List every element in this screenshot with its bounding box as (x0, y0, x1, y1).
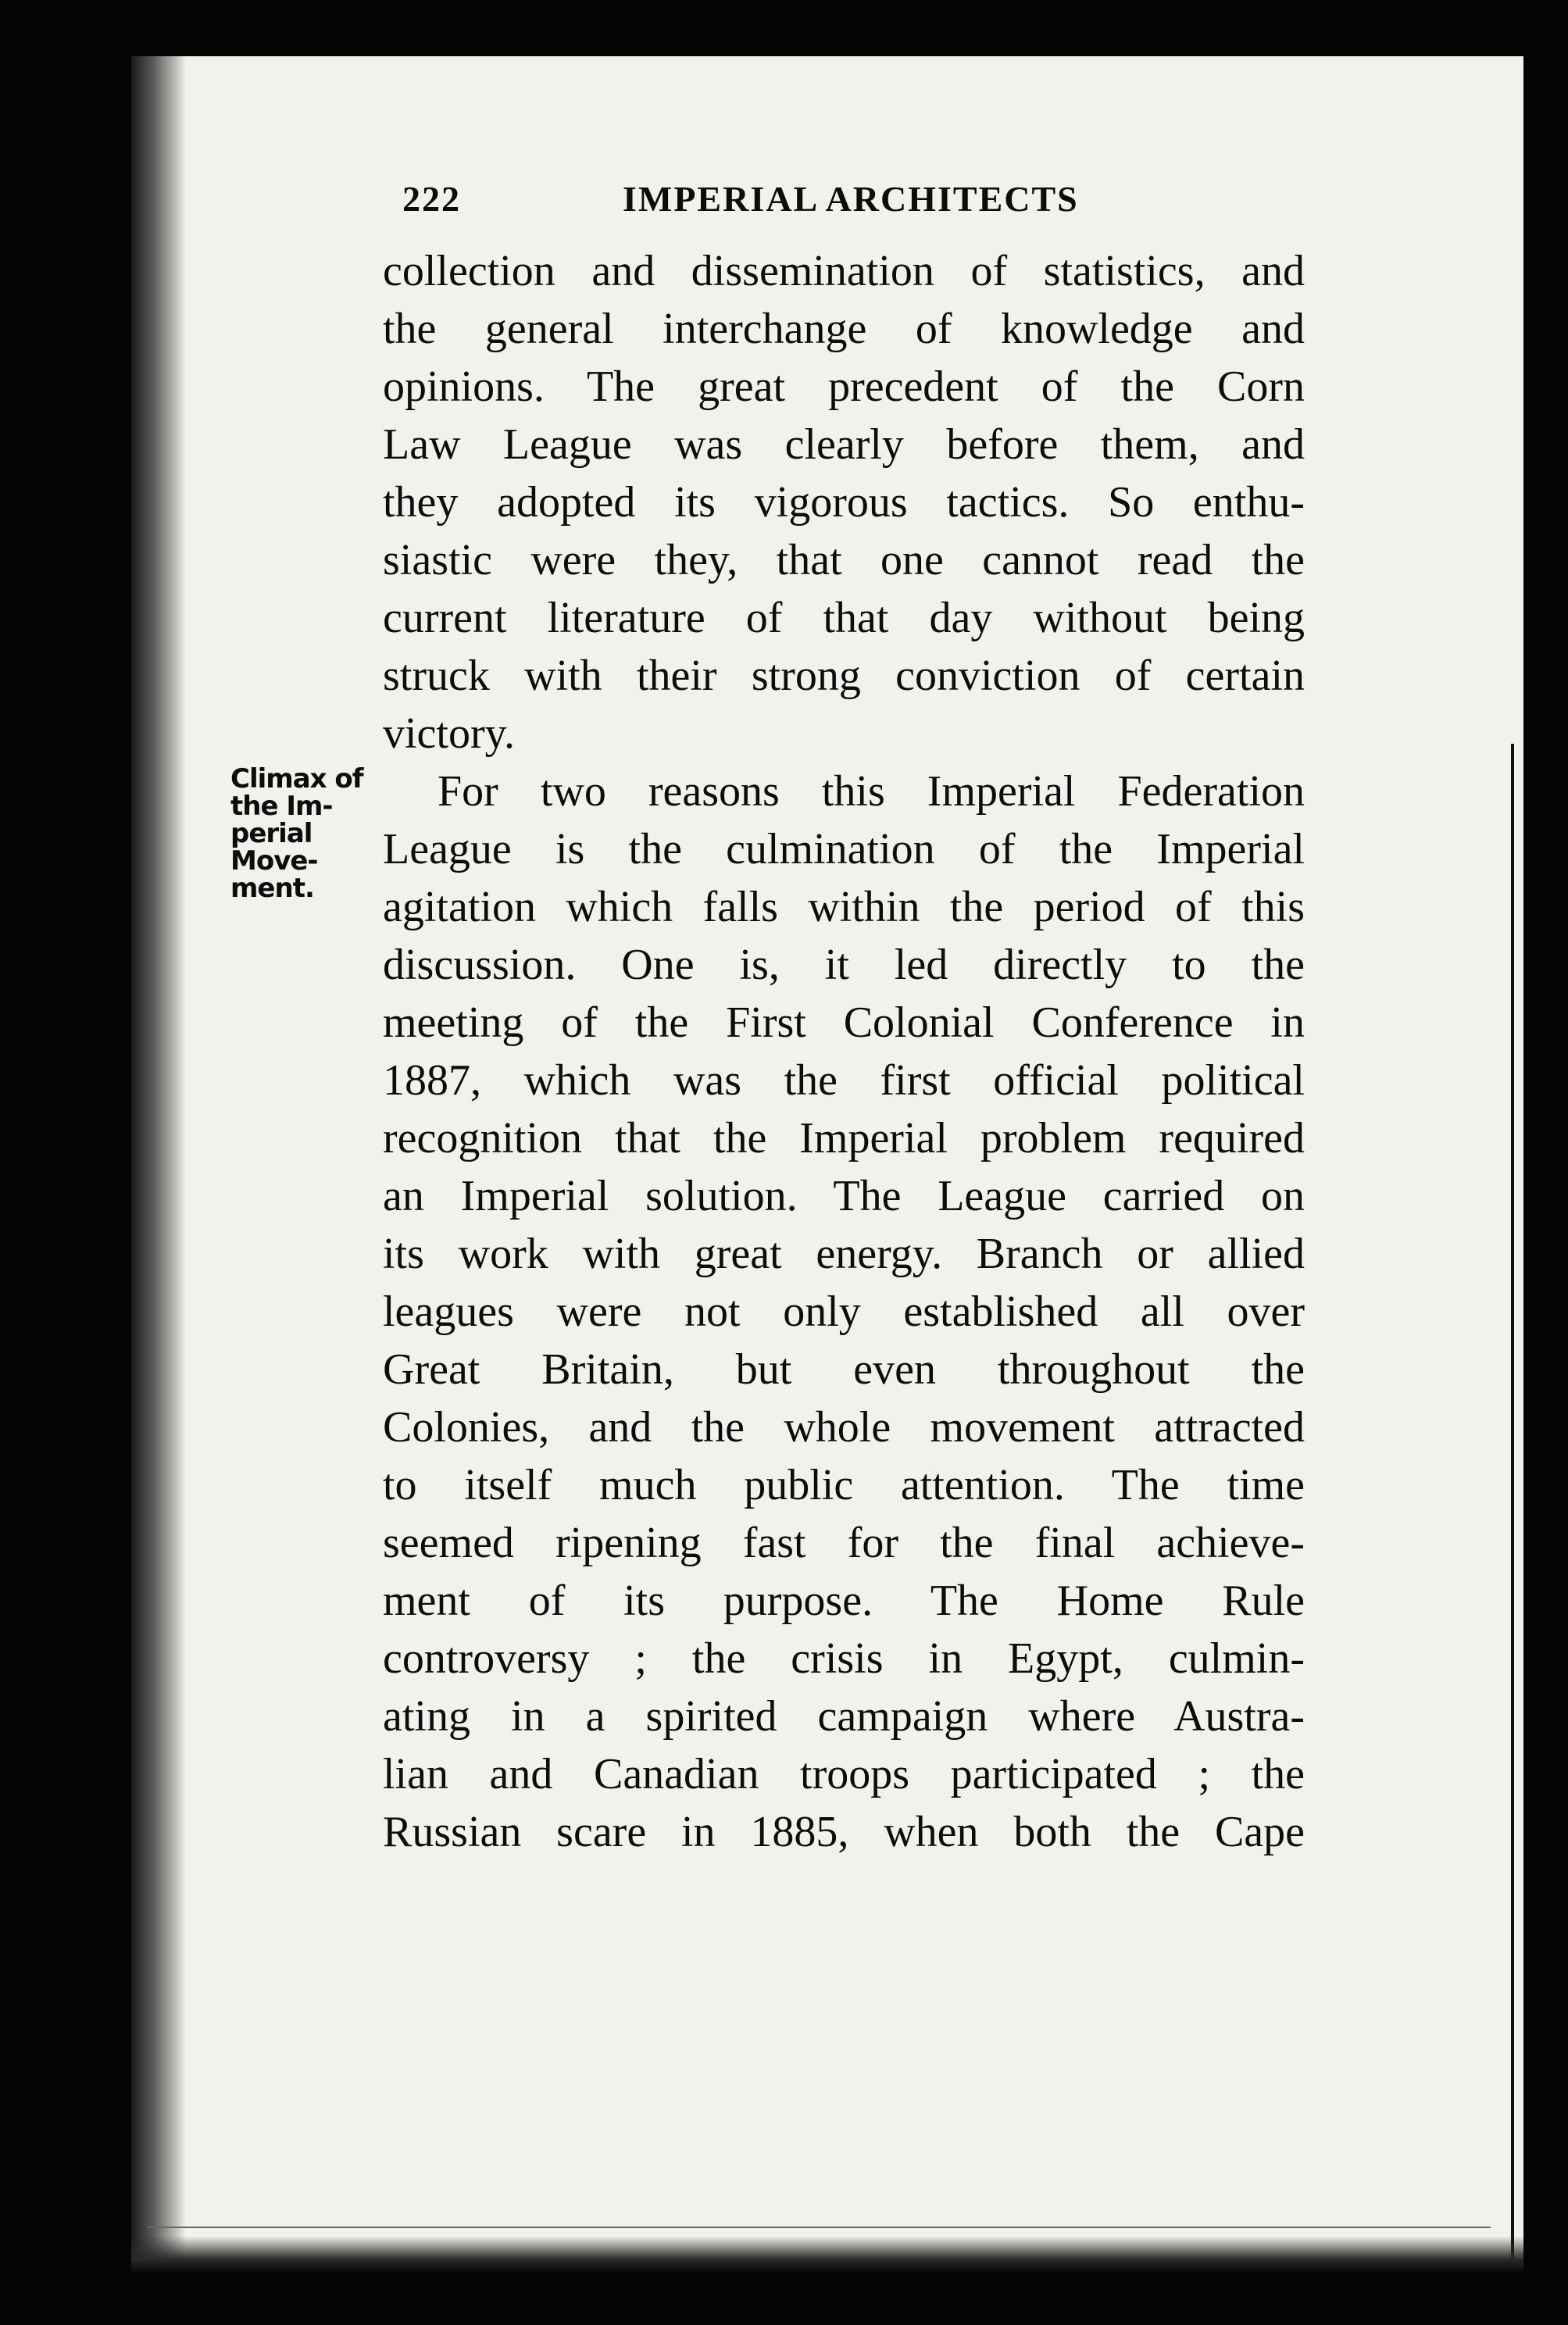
text-line: struck with their strong conviction of certain (383, 652, 1305, 700)
text-line: Colonies, and the whole movement attracted (383, 1403, 1305, 1452)
body-text (383, 242, 1305, 1861)
text-line: opinions. The great precedent of the Corn (383, 362, 1305, 411)
margin-note-line: Climax of (230, 763, 363, 795)
text-line: to itself much public attention. The time (383, 1461, 1305, 1509)
text-line: current literature of that day without being (383, 594, 1305, 642)
margin-note (230, 763, 367, 904)
page-bottom-edge (147, 2227, 1491, 2228)
text-line: Law League was clearly before them, and (383, 420, 1305, 469)
running-head (402, 178, 1262, 225)
bottom-shadow (131, 2236, 1523, 2275)
page-number: 222 (402, 179, 461, 219)
text-line: collection and dissemination of statistics, and (383, 247, 1305, 295)
text-line: League is the culmination of the Imperial (383, 825, 1305, 873)
running-title: IMPERIAL ARCHITECTS (623, 179, 1079, 219)
gutter-shadow (131, 56, 186, 2275)
text-line: siastic were they, that one cannot read the (383, 536, 1305, 584)
text-line: Great Britain, but even throughout the (383, 1345, 1305, 1394)
paragraph-1 (383, 242, 1305, 762)
text-line: controversy ; the crisis in Egypt, culmin- (383, 1634, 1305, 1683)
text-line: For two reasons this Imperial Federation (438, 767, 1305, 816)
text-line: they adopted its vigorous tactics. So enthu- (383, 478, 1305, 527)
text-line: seemed ripening fast for the final achieve- (383, 1519, 1305, 1567)
text-line: meeting of the First Colonial Conference in (383, 998, 1305, 1047)
text-line: agitation which falls within the period of this (383, 883, 1305, 931)
text-line: an Imperial solution. The League carried on (383, 1172, 1305, 1220)
paragraph-2 (383, 762, 1305, 1861)
margin-note-line: perial (230, 818, 313, 849)
text-line: 1887, which was the first official political (383, 1056, 1305, 1105)
text-line: ment of its purpose. The Home Rule (383, 1577, 1305, 1625)
text-line: victory. (383, 709, 515, 758)
text-line: its work with great energy. Branch or allied (383, 1230, 1305, 1278)
text-line: discussion. One is, it led directly to the (383, 941, 1305, 989)
margin-note-line: Move- (230, 845, 318, 877)
text-line: ating in a spirited campaign where Austra- (383, 1692, 1305, 1741)
text-line: recognition that the Imperial problem required (383, 1114, 1305, 1162)
text-line: Russian scare in 1885, when both the Cape (383, 1808, 1305, 1856)
margin-note-line: the Im- (230, 791, 333, 822)
text-line: the general interchange of knowledge and (383, 305, 1305, 353)
text-line: lian and Canadian troops participated ; the (383, 1750, 1305, 1798)
text-line: leagues were not only established all over (383, 1288, 1305, 1336)
margin-note-line: ment. (230, 873, 314, 904)
page-edge-rule (1511, 744, 1514, 2275)
